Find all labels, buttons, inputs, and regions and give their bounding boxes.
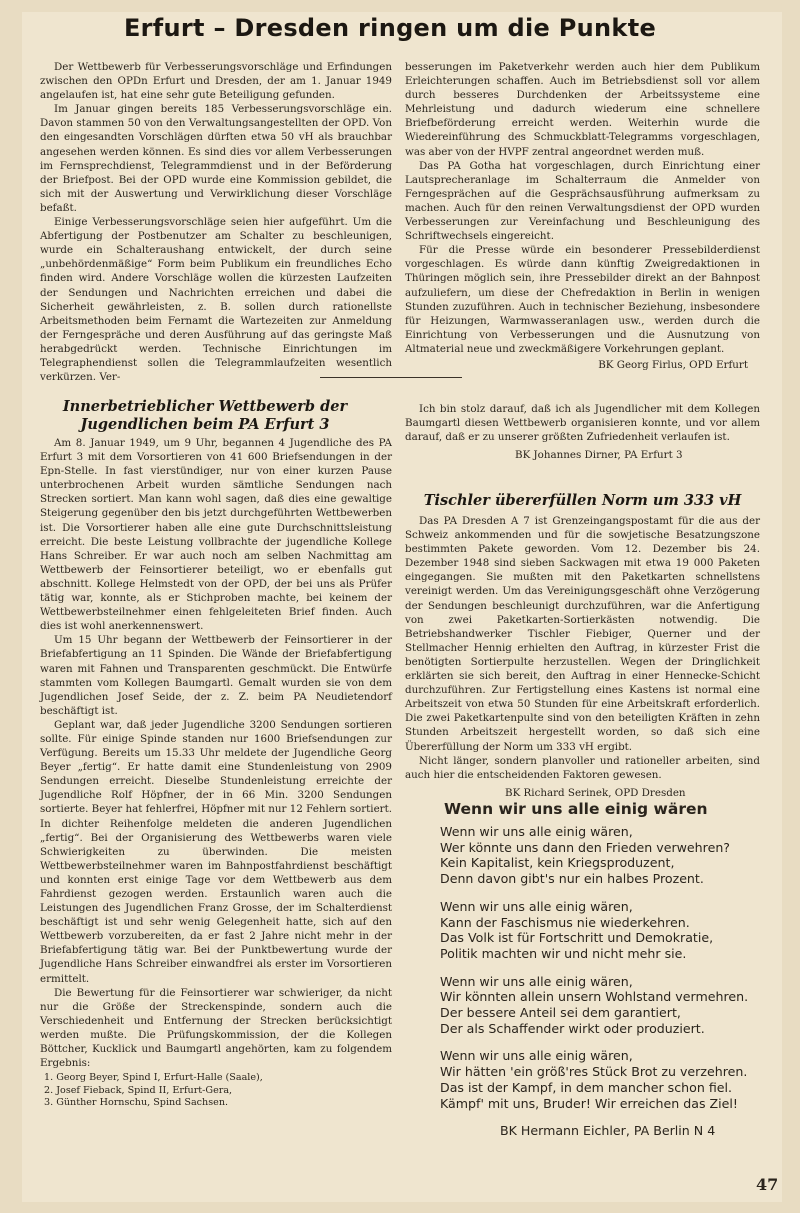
poem-line: Kämpf' mit uns, Bruder! Wir erreichen das Ziel!: [440, 1095, 738, 1111]
page-number: 47: [756, 1175, 779, 1194]
article1-paragraph: Der Wettbewerb für Verbesserungsvorschläge und Erfindungen zwischen den OPDn Erfurt und Dresden, der am 1. Januar 1949 angelaufen ist, hat eine sehr gute Beteiligung gefunden.: [40, 61, 392, 102]
poem-line: Der bessere Anteil sei dem garantiert,: [440, 1005, 681, 1021]
article2-title: Innerbetrieblicher Wettbewerb der Jugendlichen beim PA Erfurt 3: [62, 398, 348, 433]
article1-paragraph: Im Januar gingen bereits 185 Verbesserungsvorschläge ein. Davon stammen 50 von den Verwaltungsangestellten der OPD. Von den eingesandten Vorschlägen dürften etwa 50 vH als brauchbar angesehen werden können. Es sind dies vor allem Verbesserungen im Fernsprechdienst, Telegrammdienst und in der Beförderung der Briefpost. Bei der OPD wurde eine Kommission gebildet, die sich mit der Auswertung und Verwirklichung dieser Vorschläge befaßt.: [40, 103, 392, 214]
article2-signature: BK Johannes Dirner, PA Erfurt 3: [515, 449, 683, 462]
article2-paragraph: Geplant war, daß jeder Jugendliche 3200 Sendungen sortieren sollte. Für einige Spinde standen nur 1600 Briefsendungen zur Verfügung. Bereits um 15.33 Uhr meldete der Jugendliche Georg Beyer „fertig“. Er hatte damit eine Stundenleistung von 2909 Sendungen erreicht. Dieselbe Stundenleistung erreichte der Jugendliche Rolf Höpfner, der in 66 Min. 3200 Sendungen sortierte. Beyer hat fehlerfrei, Höpfner mit nur 12 Fehlern sortiert. In dichter Reihenfolge meldeten die anderen Jugendlichen „fertig“. Bei der Organisierung des Wettbewerbs waren viele Schwierigkeiten zu überwinden. Die meisten Wettbewerbsteilnehmer waren im Bahnpostfahrdienst beschäftigt und konnten erst einige Tage vor dem Wettbewerb aus dem Fahrdienst gezogen werden. Erstaunlich waren auch die Leistungen des Jugendlichen Franz Grosse, der im Schalterdienst beschäftigt ist und sehr wenig Gelegenheit hatte, sich auf den Wettbewerb vorzubereiten, da er fast 2 Jahre nicht mehr in der Briefabfertigung tätig war. Bei der Punktbewertung wurde der Jugendliche Hans Schreiber einwandfrei als erster im Vorsortieren ermittelt.: [40, 718, 392, 985]
poem-stanza: [440, 1048, 780, 1111]
poem-line: Kein Kapitalist, kein Kriegsproduzent,: [440, 855, 675, 871]
article2-paragraph: Um 15 Uhr begann der Wettbewerb der Feinsortierer in der Briefabfertigung an 11 Spinden. Die Wände der Briefabfertigung waren mit Fahnen und Transparenten geschmückt. Die Entwürfe stammten vom Kollegen Baumgartl. Gemalt wurden sie von dem Jugendlichen Josef Seide, der z. Z. beim PA Neudietendorf beschäftigt ist.: [40, 634, 392, 717]
article1-right-column: [405, 60, 760, 372]
poem-stanza: [440, 899, 780, 962]
article2-closing: Ich bin stolz darauf, daß ich als Jugendlicher mit dem Kollegen Baumgartl diesen Wettbewerb organisieren konnte, und vor allem darauf, daß er zu unserer größten Zufriedenheit verlaufen ist.: [405, 403, 760, 444]
article1-paragraph: Einige Verbesserungsvorschläge seien hier aufgeführt. Um die Abfertigung der Postbenutzer am Schalter zu beschleunigen, wurde ein Schalteraushang entwickelt, der durch seine „unbehördenmäßige“ Form beim Publikum ein freundliches Echo finden wird. Andere Vorschläge wollen die kürzesten Laufzeiten der Sendungen und Nachrichten erreichen und dabei die Sicherheit gewährleisten, z. B. sollen durch rationellste Arbeitsmethoden beim Fernamt die Wartezeiten zur Anmeldung der Ferngespräche und deren Ausführung auf das geringste Maß herabgedrückt werden. Technische Einrichtungen im Telegraphendienst sollen die Telegrammlaufzeiten wesentlich verkürzen. Ver-: [40, 216, 392, 384]
article2-paragraph: Am 8. Januar 1949, um 9 Uhr, begannen 4 Jugendliche des PA Erfurt 3 mit dem Vorsortieren von 41 600 Briefsendungen in der Epn-Stelle. In fast vierstündiger, nur von einer kurzen Pause unterbrochenen Arbeit wurden sämtliche Sendungen nach Strecken sortiert. Man kann wohl sagen, daß dies eine gewaltige Steigerung gegenüber den bis jetzt durchgeführten Wettbewerben ist. Die Vorsortierer haben alle eine gute Durchschnittsleistung erreicht. Die beste Leistung vollbrachte der jugendliche Kollege Hans Schreiber. Er war auch noch am selben Nachmittag am Wettbewerb der Feinsortierer beteiligt, wo er ebenfalls gut abschnitt. Kollege Helmstedt von der OPD, der bei uns als Prüfer tätig war, konnte, als er Stichproben machte, bei keinem der Wettbewerbsteilnehmer einen fehlgeleiteten Brief finden. Auch dies ist wohl anerkennenswert.: [40, 437, 392, 633]
article1-left-column: [40, 60, 392, 384]
results-list: [40, 1072, 392, 1110]
poem-line: Wenn wir uns alle einig wären,: [440, 824, 633, 839]
article2-paragraph: Die Bewertung für die Feinsortierer war schwieriger, da nicht nur die Größe der Streckenspinde, sondern auch die Verschiedenheit und Entfernung der Strecken berücksichtigt werden mußte. Die Prüfungskommission, der die Kollegen Böttcher, Kucklick und Baumgartl angehörten, kam zu folgendem Ergebnis:: [40, 986, 392, 1070]
poem-line: Denn davon gibt's nur ein halbes Prozent.: [440, 871, 704, 887]
poem-line: Wer könnte uns dann den Frieden verwehren?: [440, 839, 730, 855]
poem: [440, 800, 780, 1138]
section-divider: [320, 377, 462, 378]
list-item: 3. Günther Hornschu, Spind Sachsen.: [44, 1097, 229, 1109]
poem-line: Wenn wir uns alle einig wären,: [440, 973, 633, 989]
poem-stanza: [440, 974, 780, 1037]
poem-line: Kann der Faschismus nie wiederkehren.: [440, 914, 690, 930]
poem-line: Das ist der Kampf, in dem mancher schon fiel.: [440, 1079, 732, 1095]
article2-right-column: [405, 402, 760, 462]
article3-paragraph: Nicht länger, sondern planvoller und rationeller arbeiten, sind auch hier die entscheidenden Faktoren gewesen.: [405, 754, 760, 781]
poem-title: Wenn wir uns alle einig wären: [444, 800, 708, 818]
list-item: 2. Josef Fieback, Spind II, Erfurt-Gera,: [44, 1084, 233, 1096]
article3-paragraph: Das PA Dresden A 7 ist Grenzeingangspostamt für die aus der Schweiz ankommenden und für die sowjetische Besatzungszone bestimmten Pakete geworden. Vom 12. Dezember bis 24. Dezember 1948 sind sieben Sackwagen mit etwa 19 000 Paketen eingegangen. Sie mußten mit den Paketkarten schnellstens vereinigt werden. Um das Vereinigungsgeschäft ohne Verzögerung der Sendungen beschleunigt durchzuführen, war die Anfertigung von zwei Paketkarten-Sortierkästen notwendig. Die Betriebshandwerker Tischler Fiebiger, Querner und der Stellmacher Hennig erhielten den Auftrag, in kürzester Frist die benötigten Sortierpulte herzustellen. Wegen der Dringlichkeit erklärten sie sich bereit, den Auftrag in einer Hennecke-Schicht durchzuführen. Zur Fertigstellung eines Kastens ist normal eine Arbeitszeit von etwa 50 Stunden für eine Arbeitskraft erforderlich. Die zwei Paketkartenpulte sind von den beteiligten Kräften in zehn Stunden Arbeitszeit hergestellt worden, so daß sich eine Übererfüllung der Norm um 333 vH ergibt.: [405, 515, 760, 753]
article1-paragraph: Für die Presse würde ein besonderer Pressebilderdienst vorgeschlagen. Es würde dann künftig Zweigredaktionen in Thüringen möglich sein, ihre Pressebilder direkt an der Bahnpost aufzuliefern, um diese der Chefredaktion in Berlin in wenigen Stunden zuzuführen. Auch in technischer Beziehung, insbesondere für Heizungen, Warmwasseranlagen usw., werden durch die Einrichtung von Verbesserungen und die Ausnutzung von Altmaterial neue und zweckmäßigere Vorkehrungen geplant.: [405, 244, 760, 355]
article3-column: [405, 514, 760, 800]
article1-paragraph: besserungen im Paketverkehr werden auch hier dem Publikum Erleichterungen schaffen. Auch im Betriebsdienst soll vor allem durch besseres Durchdenken der Arbeitssysteme eine Mehrleistung und dadurch wiederum eine schnellere Briefbeförderung erreicht werden. Weiterhin wurde die Wiedereinführung des Schmuckblatt-Telegramms vorgeschlagen, was aber von der HVPF zentral angeordnet werden muß.: [405, 61, 760, 158]
article2-left-column: [40, 436, 392, 1110]
headline: Erfurt – Dresden ringen um die Punkte: [123, 14, 657, 42]
poem-signature: BK Hermann Eichler, PA Berlin N 4: [500, 1123, 716, 1139]
article1-signature: BK Georg Firlus, OPD Erfurt: [598, 358, 748, 371]
poem-line: Wir hätten 'ein größ'res Stück Brot zu verzehren.: [440, 1064, 748, 1080]
poem-line: Das Volk ist für Fortschritt und Demokratie,: [440, 930, 714, 946]
article1-paragraph: Das PA Gotha hat vorgeschlagen, durch Einrichtung einer Lautsprecheranlage im Schalterraum die Anmelder von Ferngesprächen auf die Gesprächsausführung aufmerksam zu machen. Auch für den reinen Verwaltungsdienst der OPD wurden Verbesserungen zur Vereinfachung und Beschleunigung des Schriftwechsels eingereicht.: [405, 159, 760, 243]
poem-line: Politik machten wir und nicht mehr sie.: [440, 945, 687, 961]
list-item: 1. Georg Beyer, Spind I, Erfurt-Halle (Saale),: [44, 1072, 263, 1084]
poem-line: Wir könnten allein unsern Wohlstand vermehren.: [440, 989, 749, 1005]
poem-line: Der als Schaffender wirkt oder produziert.: [440, 1020, 705, 1036]
poem-stanza: [440, 824, 780, 887]
article3-title: Tischler übererfüllen Norm um 333 vH: [423, 492, 742, 509]
poem-line: Wenn wir uns alle einig wären,: [440, 1048, 633, 1064]
poem-line: Wenn wir uns alle einig wären,: [440, 898, 633, 914]
article3-signature: BK Richard Serinek, OPD Dresden: [505, 786, 686, 799]
